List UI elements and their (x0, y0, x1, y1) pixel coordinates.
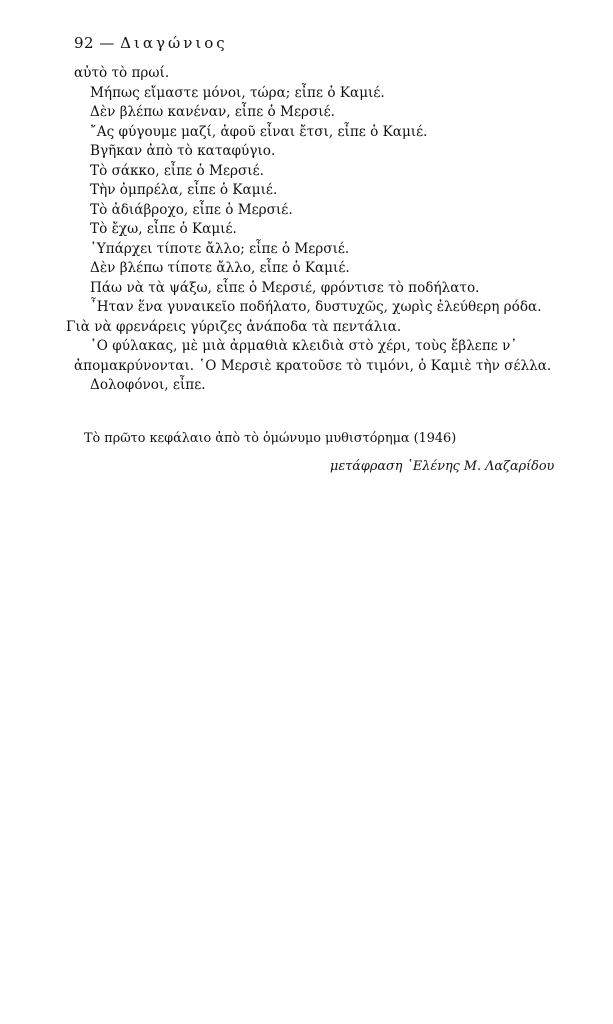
text-line: ῎Ας φύγουμε μαζί, ἀφοῦ εἶναι ἔτσι, εἶπε ὁ Καμιέ. (90, 123, 428, 140)
running-head (74, 34, 228, 52)
text-line: ῏Ηταν ἕνα γυναικεῖο ποδήλατο, δυστυχῶς, χωρὶς ἐλεύθερη ρόδα. (90, 299, 542, 315)
source-note: Τὸ πρῶτο κεφάλαιο ἀπὸ τὸ ὁμώνυμο μυθιστόρημα (1946) (84, 431, 457, 446)
text-line: ῾Υπάρχει τίποτε ἄλλο; εἶπε ὁ Μερσιέ. (90, 240, 350, 257)
text-line: Δολοφόνοι, εἶπε. (90, 377, 206, 393)
text-line: Πάω νὰ τὰ ψάξω, εἶπε ὁ Μερσιέ, φρόντισε τὸ ποδήλατο. (90, 279, 480, 296)
text-line: Γιὰ νὰ φρενάρεις γύριζες ἀνάποδα τὰ πεντάλια. (66, 318, 402, 335)
running-title: Διαγώνιος (120, 34, 228, 52)
text-line: Μήπως εἴμαστε μόνοι, τώρα; εἶπε ὁ Καμιέ. (90, 84, 385, 101)
text-line: Δὲν βλέπω κανέναν, εἶπε ὁ Μερσιέ. (90, 104, 335, 120)
header-dash: — (99, 34, 115, 52)
text-line: Τὸ ἔχω, εἶπε ὁ Καμιέ. (90, 221, 237, 237)
body-text (66, 64, 574, 396)
translator-credit: μετάφραση ῾Ελένης Μ. Λαζαρίδου (330, 459, 555, 474)
page-number: 92 (74, 34, 95, 52)
text-line: Τὴν ὀμπρέλα, εἶπε ὁ Καμιέ. (90, 182, 278, 198)
text-line: ἀπομακρύνονται. ῾Ο Μερσιὲ κρατοῦσε τὸ τιμόνι, ὁ Καμιὲ τὴν σέλλα. (74, 357, 552, 374)
text-line: Τὸ ἀδιάβροχο, εἶπε ὁ Μερσιέ. (90, 201, 293, 218)
text-line: Βγῆκαν ἀπὸ τὸ καταφύγιο. (90, 143, 276, 159)
text-line: Τὸ σάκκο, εἶπε ὁ Μερσιέ. (90, 162, 264, 179)
text-line: αὐτὸ τὸ πρωί. (74, 65, 170, 81)
text-line: ῾Ο φύλακας, μὲ μιὰ ἀρμαθιὰ κλειδιὰ στὸ χέρι, τοὺς ἔβλεπε ν᾿ (90, 338, 518, 354)
text-line: Δὲν βλέπω τίποτε ἄλλο, εἶπε ὁ Καμιέ. (90, 260, 350, 276)
